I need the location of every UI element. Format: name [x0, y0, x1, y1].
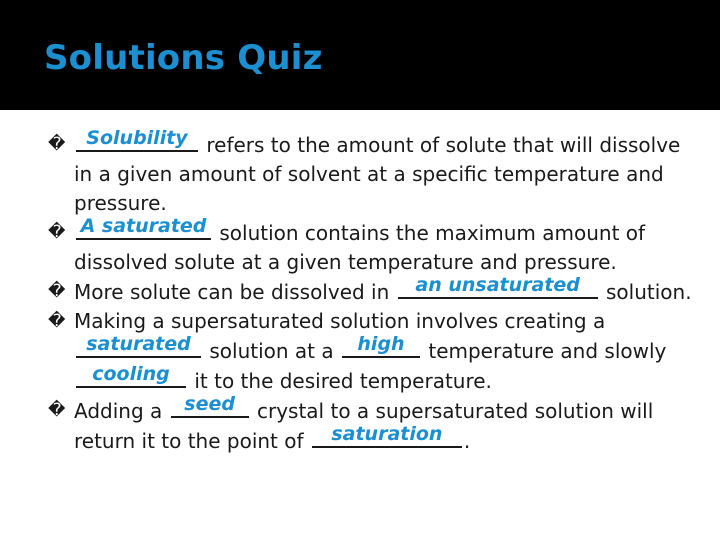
- question-text: .: [463, 429, 471, 453]
- question-text: refers to the amount of solute that will dissolve in a given amount of solvent at a specific temperature and pressure.: [74, 133, 681, 215]
- answer-blank: [76, 215, 211, 240]
- list-item: [48, 393, 703, 456]
- answer-blank: [342, 333, 420, 358]
- answer-blank: [312, 423, 462, 448]
- answer-blank: [76, 127, 198, 152]
- answer-blank: [398, 274, 598, 299]
- answer-text: saturation: [331, 423, 443, 445]
- question-text: Adding a: [74, 399, 163, 423]
- answer-text: seed: [184, 393, 235, 415]
- answer-text: saturated: [86, 333, 191, 355]
- quiz-content: [48, 127, 703, 456]
- answer-blank: [171, 393, 249, 418]
- answer-blank: [76, 363, 186, 388]
- question-text: Making a supersaturated solution involves creating a: [74, 309, 606, 333]
- list-item: [48, 215, 703, 277]
- answer-text: A saturated: [80, 215, 207, 237]
- answer-text: cooling: [92, 363, 170, 385]
- bullet-icon: �: [48, 222, 66, 242]
- question-text: solution at a: [209, 339, 334, 363]
- bullet-icon: �: [48, 400, 66, 420]
- question-text: crystal to a supersaturated solution will return it to the point of: [74, 399, 654, 453]
- list-item: [48, 274, 703, 307]
- list-item: [48, 127, 703, 218]
- answer-text: Solubility: [86, 127, 188, 149]
- list-item: [48, 307, 703, 396]
- slide-title: Solutions Quiz: [44, 38, 323, 78]
- question-text: solution contains the maximum amount of dissolved solute at a given temperature and pressure.: [74, 221, 646, 274]
- question-text: temperature and slowly: [428, 339, 667, 363]
- question-text: it to the desired temperature.: [194, 369, 492, 393]
- bullet-icon: �: [48, 281, 66, 301]
- bullet-icon: �: [48, 134, 66, 154]
- answer-text: high: [357, 333, 405, 355]
- bullet-icon: �: [48, 311, 66, 331]
- title-bar: [0, 0, 720, 110]
- answer-blank: [76, 333, 201, 358]
- answer-text: an unsaturated: [415, 274, 580, 296]
- question-text: solution.: [606, 280, 692, 304]
- question-text: More solute can be dissolved in: [74, 280, 390, 304]
